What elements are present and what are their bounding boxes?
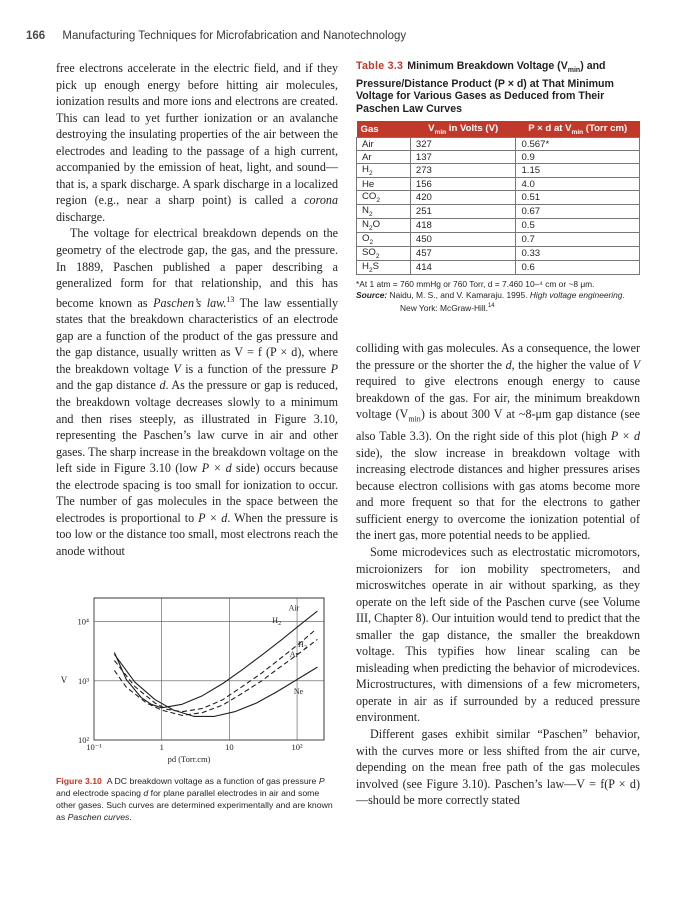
var-pd: P × d <box>610 429 640 444</box>
table-row <box>357 218 640 232</box>
x-tick-label: 10 <box>225 742 234 752</box>
text-span: colliding with gas molecules. As a consequence, the lower the pressure or the shorter the <box>356 341 640 372</box>
table-footnote: *At 1 atm = 760 mmHg or 760 Torr, d = 7.460 10–⁴ cm or ~8 μm. <box>356 278 595 289</box>
table-source <box>356 290 640 314</box>
cell-pd: 1.15 <box>516 164 640 178</box>
figure-caption <box>56 775 338 823</box>
text-span: required to give electrons enough energy to cause breakdown of the gas. For air, the minimum breakdown voltage (V <box>356 374 640 422</box>
paragraph-microdevices: Some microdevices such as electrostatic micromotors, microionizers for ion mobility spectrometers, and microswitches operate in air without sparking, as they operate on the left side of the Paschen curve (see Volume III, Chapter 8). Our intuition would tend to predict that the smaller the gap distance, the smaller the breakdown voltage. This typifies how linear scaling can be misleading when predicting the behavior of microdevices. Microstructures, with dimensions of a few micrometers, operate in air as if surrounded by a reduced pressure environment. <box>356 544 640 725</box>
reference-14: 14 <box>487 302 495 309</box>
var-p: P <box>318 776 325 786</box>
table-row <box>357 205 640 219</box>
cell-vmin: 327 <box>410 137 516 150</box>
right-column <box>356 340 640 809</box>
table-body <box>357 137 640 274</box>
cell-gas <box>357 205 411 219</box>
cell-gas <box>357 232 411 246</box>
source-label: Source: <box>356 289 388 300</box>
cell-pd: 0.33 <box>516 246 640 260</box>
curve-label <box>272 616 281 627</box>
curve-air <box>114 611 317 708</box>
gas-formula: N <box>362 205 369 217</box>
text-span: for plane parallel electrodes in air and some other gases. Such curves are determined experimentally and are known as <box>56 788 333 822</box>
text-span: P × d at V <box>528 122 572 134</box>
text-span: The voltage for electrical breakdown depends on the geometry of the electrode gap, the gas, and the pressure. In 1889, Paschen published a paper describing a generalized form for that relationship, and this has become known as <box>56 226 338 310</box>
text-span: and electrode spacing <box>56 788 144 798</box>
table-row <box>357 137 640 150</box>
curve-label-text: Air <box>288 603 300 613</box>
text-span: . New York: McGraw-Hill. <box>400 289 625 313</box>
cell-vmin: 414 <box>410 260 516 274</box>
cell-vmin: 457 <box>410 246 516 260</box>
text-span: side), the slow increase in breakdown voltage with increasing electrode distances and higher pressures arises because electron collisions with gas atoms become more and more frequent so that for the electrons to gather sufficient energy to overcome the ionization potential of the inert gas, more potential needs to be applied. <box>356 445 640 543</box>
table-row <box>357 246 640 260</box>
text-span: is a function of the pressure <box>180 361 331 376</box>
cell-gas <box>357 137 411 150</box>
paragraph-collisions <box>356 340 640 544</box>
gas-subscript: 2 <box>376 197 381 205</box>
text-span: V <box>428 122 435 134</box>
term-paschens-law: Paschen’s law. <box>153 295 227 310</box>
curve-label-text: H <box>272 615 279 625</box>
running-head <box>26 30 676 46</box>
curve-label <box>294 687 304 696</box>
y-tick-label: 10³ <box>77 675 89 686</box>
text-span: discharge. <box>56 209 106 224</box>
y-tick-label: 10² <box>77 735 89 745</box>
text-span: ) and Pressure/Distance Product (P × d) at That Minimum Voltage for Various Gases as Deduced from Their Paschen Law Curves <box>356 60 614 115</box>
gas-formula: SO <box>362 246 376 258</box>
curve-label <box>298 640 307 651</box>
x-tick-label: 1 <box>159 742 164 752</box>
var-pd: P × d <box>201 461 232 476</box>
curve-label <box>290 650 299 659</box>
paragraph-paschen-law <box>56 225 338 559</box>
cell-pd: 0.567* <box>516 137 640 150</box>
y-tick-label: 10⁴ <box>77 616 89 627</box>
cell-gas <box>357 246 411 260</box>
source-title: High voltage engineering <box>529 289 623 300</box>
text-sub: min <box>408 414 421 424</box>
text-span: , the higher the value of <box>511 357 633 372</box>
gas-subscript: 2 <box>375 252 380 260</box>
cell-vmin: 420 <box>410 191 516 205</box>
text-span: in Volts (V) <box>446 122 499 134</box>
cell-vmin: 137 <box>410 151 516 164</box>
cell-pd: 0.51 <box>516 191 640 205</box>
running-title: Manufacturing Techniques for Microfabrication and Nanotechnology <box>62 30 407 42</box>
table-row <box>357 260 640 274</box>
header-vmin <box>410 121 516 137</box>
gas-formula: N <box>362 218 369 230</box>
curve-ne <box>114 654 317 716</box>
gas-subscript: 2 <box>368 224 373 232</box>
figure-3-10 <box>56 590 338 776</box>
left-column <box>56 60 338 559</box>
text-sub: min <box>567 67 581 75</box>
var-v: V <box>632 357 641 372</box>
page-number: 166 <box>26 30 46 42</box>
text-span: . As the pressure or gap is reduced, the breakdown voltage decreases slowly to a minimum and then rises steeply, as illustrated in Figure 3.10, representing the Paschen’s law curve in air and other gases. The sharp increase in the breakdown voltage on the left side in Figure 3.10 (low <box>56 378 338 476</box>
cell-pd: 4.0 <box>516 178 640 191</box>
table-row <box>357 191 640 205</box>
table-row <box>357 178 640 191</box>
text-span: . <box>129 812 132 822</box>
cell-vmin: 418 <box>410 218 516 232</box>
breakdown-table <box>356 121 640 274</box>
text-sub: min <box>434 128 447 136</box>
curve-label-text: H <box>298 640 304 650</box>
cell-gas <box>357 151 411 164</box>
curve-ar <box>114 639 317 715</box>
cell-gas <box>357 178 411 191</box>
cell-gas <box>357 191 411 205</box>
curve-label <box>289 603 300 612</box>
term-paschen-curves: Paschen curves <box>67 812 130 822</box>
var-v: V <box>173 361 181 376</box>
curve-label-text: Ne <box>293 686 304 696</box>
cell-pd: 0.67 <box>516 205 640 219</box>
cell-vmin: 273 <box>410 164 516 178</box>
table-3-3 <box>356 60 640 313</box>
text-span: (Torr cm) <box>583 122 628 134</box>
text-span: Naidu, M. S., and V. Kamaraju. 1995. <box>387 289 530 300</box>
plot-frame <box>94 598 324 740</box>
gas-formula-end: O <box>372 218 381 230</box>
cell-pd: 0.7 <box>516 232 640 246</box>
cell-pd: 0.5 <box>516 218 640 232</box>
var-d: d <box>505 357 512 372</box>
cell-gas <box>357 164 411 178</box>
header-gas: Gas <box>357 121 411 137</box>
header-pd <box>516 121 640 137</box>
paragraph-spark-discharge <box>56 60 338 225</box>
curve-label-text: Ar <box>289 650 299 660</box>
gas-formula: H <box>362 164 369 176</box>
text-span: ) is about 300 V at ~8-μm gap distance (see also Table 3.3). On the right side of this plot (high <box>356 407 640 444</box>
var-d: d <box>159 378 166 393</box>
gas-formula: O <box>362 232 370 244</box>
curve-label-sub: 2 <box>303 645 307 652</box>
gas-formula: Air <box>362 138 374 150</box>
x-tick-label: 10⁻¹ <box>86 742 102 752</box>
text-sub: min <box>571 128 584 136</box>
text-span: free electrons accelerate in the electric field, and if they pick up enough energy before hitting air molecules, ionization results and more ions and electrons are created. This can lead to yet further ionization or an avalanche destroying the insulating properties of the air between the electrodes and leading to the passage of a high current, accompanied by the emission of heat, light, and sound—that is, a spark discharge. A spark discharge in a localized region (e.g., near a sharp point) is called a <box>56 61 338 208</box>
text-span: The law essentially states that the breakdown characteristics of an electrode gap are a function of the product of the gas pressure and the gap distance, usually written as V = f (P × d), where the breakdown voltage <box>56 295 338 376</box>
curve-label-sub: 2 <box>278 620 282 627</box>
cell-pd: 0.6 <box>516 260 640 274</box>
gas-subscript: 2 <box>368 170 373 178</box>
gas-formula: He <box>362 178 375 190</box>
cell-vmin: 450 <box>410 232 516 246</box>
gas-subscript: 2 <box>368 266 373 274</box>
x-axis-label: pd (Torr.cm) <box>167 754 211 764</box>
gas-formula: CO <box>362 191 377 203</box>
table-row <box>357 164 640 178</box>
x-tick-label: 10² <box>291 742 303 752</box>
reference-13: 13 <box>226 294 235 304</box>
gas-subscript: 2 <box>368 210 373 218</box>
cell-pd: 0.9 <box>516 151 640 164</box>
gas-formula-end: S <box>372 260 379 272</box>
y-axis-label: V <box>60 675 68 685</box>
gas-formula: H <box>362 260 369 272</box>
text-span: Minimum Breakdown Voltage (V <box>407 60 568 72</box>
text-span: A DC breakdown voltage as a function of gas pressure <box>104 776 319 786</box>
text-span: . When the pressure is too low or the distance too small, most electrons reach the anode without <box>56 510 338 558</box>
gas-subscript: 2 <box>369 238 374 246</box>
var-d: d <box>143 788 149 798</box>
cell-vmin: 156 <box>410 178 516 191</box>
gas-formula: Ar <box>362 151 372 163</box>
text-span: side) occurs because the electrode spacing is too small for ionization to occur. The number of gas molecules in the space between the electrodes is proportional to <box>56 461 338 525</box>
table-caption <box>356 60 640 115</box>
table-header-row <box>357 121 640 137</box>
var-pd: P × d <box>198 510 228 525</box>
cell-gas <box>357 218 411 232</box>
cell-vmin: 251 <box>410 205 516 219</box>
term-corona: corona <box>304 193 338 208</box>
text-span: and the gap distance <box>56 378 160 393</box>
paragraph-different-gases: Different gases exhibit similar “Paschen” behavior, with the curves more or less shifted from the air curve, depending on the mean free path of the gas molecules involved (see Figure 3.10). Paschen’s law—V = f(P × d)—should be more correctly stated <box>356 726 640 808</box>
var-p: P <box>330 361 338 376</box>
table-row <box>357 151 640 164</box>
table-row <box>357 232 640 246</box>
figure-label: Figure 3.10 <box>56 776 102 786</box>
table-label: Table 3.3 <box>356 60 404 72</box>
paschen-chart <box>56 590 338 776</box>
cell-gas <box>357 260 411 274</box>
